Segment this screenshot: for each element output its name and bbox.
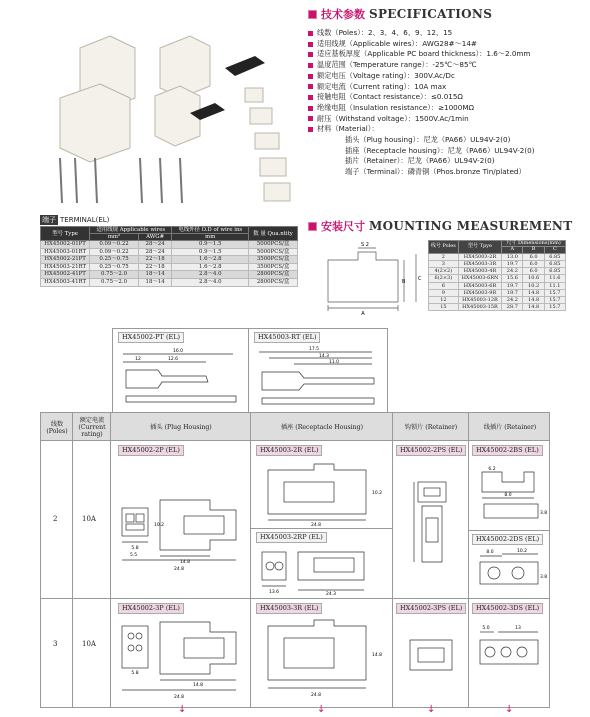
plug3-dim: 14.8: [192, 683, 204, 688]
bullet-square-icon: [308, 222, 317, 231]
mounting-row-cell: 19.7: [502, 282, 523, 289]
terminal-header-quantity: 数 量 Qua.ntity: [249, 227, 298, 241]
pt-dim: 12: [135, 357, 141, 362]
bullet-square-icon: [308, 10, 317, 19]
specifications-heading: [308, 6, 588, 22]
mounting-row-cell: 28.7: [502, 304, 523, 311]
terminal-header-type: 型号 Type: [41, 227, 90, 241]
grid-header-plug: 插头 (Plug Housing): [150, 424, 212, 431]
mounting-row-cell: HX45003-15R: [458, 304, 501, 311]
grid-header-receptacle: 插座 (Receptacle Housing): [280, 424, 364, 431]
terminal-row-cell: HX45003-21RT: [41, 263, 90, 271]
mounting-row-cell: 4(2×2): [429, 268, 459, 275]
mounting-row-cell: 24.2: [502, 268, 523, 275]
mounting-row-cell: 11.1: [544, 282, 565, 289]
rec2p-dim: 24.3: [325, 592, 337, 597]
specifications-list: [308, 28, 588, 178]
mounting-row: [429, 304, 566, 311]
arrow-down-icon: ↓: [505, 704, 514, 715]
plug2-dim: 10.2: [154, 523, 165, 528]
material-item: 端子（Terminal）：磷青铜（Phos.bronze Tin/plated）: [345, 167, 526, 177]
row-poles: 2: [53, 515, 58, 523]
mounting-row-cell: 15.7: [544, 289, 565, 296]
ret2b-dim: 3.8: [540, 511, 548, 516]
pt-dim: 16.0: [172, 349, 184, 354]
terminal-subheader-mm2: mm²: [90, 234, 139, 241]
rt-dim: 14.3: [318, 354, 330, 359]
terminal-table: [40, 226, 298, 287]
ret3d-drawing: [472, 620, 548, 704]
mounting-row-cell: 10.6: [523, 275, 544, 282]
ret2d-dim: 10.2: [516, 549, 528, 554]
mounting-table: [428, 240, 566, 311]
terminal-subheader-mm: mm: [172, 234, 249, 241]
arrow-down-icon: ↓: [317, 704, 326, 715]
ret2d-drawing: [472, 548, 548, 596]
spec-item: 额定电流（Current rating）：10A max: [308, 82, 588, 93]
row-current: 10A: [82, 515, 96, 523]
terminal-row-cell: 2.8～4.0: [172, 278, 249, 286]
material-item: 插片（Retainer）：尼龙（PA66）UL94V-2(0): [345, 156, 495, 166]
rt-dim: 17.5: [308, 347, 320, 352]
spec-item: 适用线规（Applicable wires）：AWG28#～14#: [308, 39, 588, 50]
terminal-row-cell: 18～14: [138, 278, 172, 286]
mounting-header-dimensions: 尺寸 Dimensions(mm): [502, 241, 566, 247]
product-photo: [40, 8, 310, 218]
plug2-dim: 24.8: [173, 567, 185, 572]
mounting-row-cell: 6.0: [523, 261, 544, 268]
mounting-row-cell: 9: [429, 289, 459, 296]
mounting-row: [429, 268, 566, 275]
mounting-row-cell: 15.6: [502, 275, 523, 282]
terminal-row-cell: 28～24: [138, 248, 172, 256]
terminal-row: [41, 248, 298, 256]
pt-dim: 12.6: [167, 357, 179, 362]
mounting-row: [429, 297, 566, 304]
spec-item: 温度范围（Temperature range）：-25℃～85℃: [308, 60, 588, 71]
rec2-dim: 10.2: [372, 491, 383, 496]
terminal-row-cell: HX45003-01RT: [41, 248, 90, 256]
ret2b-dim: 8.0: [504, 493, 512, 498]
terminal-row-cell: 5000PCS/盒: [249, 241, 298, 249]
part-label-plug2: HX45002-2P (EL): [118, 445, 184, 456]
arrow-down-icon: ↓: [178, 704, 187, 715]
mounting-row-cell: 15: [429, 304, 459, 311]
rec2-dim: 24.8: [310, 523, 322, 528]
rec3-dim: 24.8: [310, 693, 322, 698]
terminal-row: [41, 271, 298, 279]
ret2b-drawing: [472, 462, 548, 528]
mounting-row-cell: 6(2×3): [429, 275, 459, 282]
terminal-row-cell: 0.25～0.75: [90, 256, 139, 264]
mounting-row-cell: 15.7: [544, 304, 565, 311]
mounting-row-cell: 15.7: [544, 297, 565, 304]
mounting-header-type: 型号 Tpye: [458, 241, 501, 254]
mounting-row-cell: 6.85: [544, 261, 565, 268]
rec2-drawing: [254, 458, 390, 528]
terminal-row-cell: 1.6～2.8: [172, 263, 249, 271]
grid-header-poles: 线数 (Poles): [46, 420, 68, 435]
mounting-row-cell: HX45003-4R: [458, 268, 501, 275]
mounting-drawing: [318, 236, 426, 318]
part-label-ret2: HX45002-2PS (EL): [396, 445, 466, 456]
mounting-row: [429, 275, 566, 282]
arrow-down-icon: ↓: [427, 704, 436, 715]
mounting-row-cell: 3: [429, 261, 459, 268]
material-item: 插头（Plug housing）：尼龙（PA66）UL94V-2(0): [345, 135, 511, 145]
material-item: 插座（Receptacle housing）：尼龙（PA66）UL94V-2(0): [345, 145, 535, 155]
part-label-rec2: HX45003-2R (EL): [256, 445, 322, 456]
mounting-row-cell: HX45003-2R: [458, 253, 501, 260]
mounting-row-cell: 6.85: [544, 253, 565, 260]
ret2b-dim: 6.2: [488, 467, 496, 472]
mounting-row-cell: 24.2: [502, 297, 523, 304]
plug3-dim: 5.8: [131, 671, 139, 676]
terminal-row-cell: HX45002-41PT: [41, 271, 90, 279]
rec2p-dim: 13.6: [268, 590, 280, 595]
specifications-title-en: SPECIFICATIONS: [369, 7, 493, 21]
terminal-row: [41, 241, 298, 249]
rt-terminal-drawing: [254, 346, 384, 410]
terminal-subheader-awg: AWG#: [138, 234, 172, 241]
terminal-row: [41, 263, 298, 271]
terminal-row-cell: 18～14: [138, 271, 172, 279]
terminal-row-cell: 5000PCS/盒: [249, 248, 298, 256]
terminal-row-cell: 0.9～1.5: [172, 248, 249, 256]
mounting-header-poles: 线号 Poles: [429, 241, 459, 254]
terminal-row-cell: 3500PCS/盒: [249, 256, 298, 264]
mounting-row-cell: HX45003-6RN: [458, 275, 501, 282]
mounting-row: [429, 289, 566, 296]
specifications-title-cn: 技术参数: [321, 8, 365, 21]
part-label-plug3: HX45002-3P (EL): [118, 603, 184, 614]
mounting-label-s: S 2: [361, 242, 369, 248]
mounting-row-cell: 6.0: [523, 268, 544, 275]
mounting-row-cell: HX45003-9R: [458, 289, 501, 296]
terminal-row-cell: 1.6～2.8: [172, 256, 249, 264]
spec-item: 线数（Poles）：2、3、4、6、9、12、15: [308, 28, 588, 39]
terminal-row-cell: 0.09～0.22: [90, 241, 139, 249]
mounting-row-cell: HX45003-12R: [458, 297, 501, 304]
part-label-rec2p: HX45003-2RP (EL): [256, 532, 327, 543]
terminal-row-cell: 22～18: [138, 263, 172, 271]
grid-header-line-retainer: 线插片 (Retainer): [483, 424, 537, 431]
mounting-row-cell: HX45003-3R: [458, 261, 501, 268]
mounting-row-cell: 13.0: [502, 253, 523, 260]
mounting-row-cell: 10.2: [523, 282, 544, 289]
mounting-heading: [308, 218, 572, 234]
mounting-row: [429, 253, 566, 260]
ret2-drawing: [396, 462, 466, 594]
mounting-label-b: B: [402, 279, 406, 285]
terminal-row-cell: 28～24: [138, 241, 172, 249]
mounting-title-cn: 安装尺寸: [321, 220, 365, 233]
plug3-dim: 24.8: [173, 695, 185, 700]
part-label-ret2d: HX45002-2DS (EL): [472, 534, 543, 545]
mounting-subheader-a: A: [502, 247, 523, 253]
part-label-ret2b: HX45002-2BS (EL): [472, 445, 543, 456]
mounting-row-cell: 6: [429, 282, 459, 289]
mounting-row-cell: 19.7: [502, 261, 523, 268]
rec3-drawing: [254, 616, 390, 706]
mounting-row-cell: 2: [429, 253, 459, 260]
spec-item: 接触电阻（Contact resistance）：≤0.015Ω: [308, 92, 588, 103]
terminal-row-cell: 0.9～1.5: [172, 241, 249, 249]
mounting-table-body: [429, 253, 566, 311]
grid-header-current: 额定电流 (Current rating): [78, 417, 106, 438]
mounting-row-cell: 14.8: [523, 297, 544, 304]
ret3-drawing: [396, 620, 466, 704]
part-label-rec3: HX45003-3R (EL): [256, 603, 322, 614]
mounting-row-cell: 14.8: [523, 304, 544, 311]
terminal-row-cell: 2800PCS/盒: [249, 278, 298, 286]
terminal-row-cell: HX45002-01PT: [41, 241, 90, 249]
terminal-title-cn: 端子: [42, 216, 56, 224]
rec3-dim: 14.8: [372, 653, 383, 658]
mounting-label-a: A: [361, 311, 365, 317]
terminal-row-cell: HX45003-41RT: [41, 278, 90, 286]
terminal-row-cell: 0.75～2.0: [90, 278, 139, 286]
part-label-ret3d: HX45002-3DS (EL): [472, 603, 543, 614]
spec-item: 额定电压（Voltage rating）：300V.Ac/Dc: [308, 71, 588, 82]
terminal-row-cell: 0.25～0.75: [90, 263, 139, 271]
rec2p-drawing: [254, 544, 390, 596]
terminal-row-cell: 2800PCS/盒: [249, 271, 298, 279]
terminal-title-en: TERMINAL(EL): [60, 216, 110, 224]
mounting-row-cell: 6.0: [523, 253, 544, 260]
mounting-row-cell: 11.6: [544, 275, 565, 282]
pt-terminal-drawing: [118, 346, 244, 410]
terminal-row-cell: 3500PCS/盒: [249, 263, 298, 271]
spec-item: 绝缘电阻（Insulation resistance）：≥1000MΩ: [308, 103, 588, 114]
spec-item: 耐压（Withstand voltage）：1500V.Ac/1min: [308, 114, 588, 125]
mounting-subheader-b: B: [523, 247, 544, 253]
terminal-header-wires: 适用线规 Applicable wires: [90, 227, 172, 234]
mounting-row-cell: 14.8: [523, 289, 544, 296]
terminal-header-od: 电线外径 O.D of wire ins: [172, 227, 249, 234]
terminal-table-body: [41, 241, 298, 287]
plug3-drawing: [114, 616, 246, 706]
ret2d-dim: 8.0: [486, 550, 494, 555]
terminal-row-cell: 2.8～4.0: [172, 271, 249, 279]
mounting-title-en: MOUNTING MEASUREMENT: [369, 219, 573, 233]
rt-dim: 11.0: [328, 360, 340, 365]
row-poles: 3: [53, 640, 58, 648]
mounting-row-cell: 6.85: [544, 268, 565, 275]
grid-header-retainer: 钩锁片 (Retainer): [404, 424, 458, 431]
rt-label: HX45003-RT (EL): [254, 332, 320, 343]
mounting-label-c: C: [418, 276, 422, 282]
ret3d-dim: 13: [515, 626, 521, 631]
spec-item: 适应基板厚度（Applicable PC board thickness）：1.6～2.0mm: [308, 49, 588, 60]
plug2-drawing: [114, 460, 246, 594]
mounting-subheader-c: C: [544, 247, 565, 253]
spec-item: 材料（Material）：: [308, 124, 588, 135]
terminal-row-cell: 0.75～2.0: [90, 271, 139, 279]
terminal-row-cell: 22～18: [138, 256, 172, 264]
terminal-row: [41, 256, 298, 264]
part-label-ret3: HX45002-3PS (EL): [396, 603, 466, 614]
terminal-row-cell: 0.09～0.22: [90, 248, 139, 256]
plug2-dim: 5.5: [130, 553, 138, 558]
mounting-row-cell: HX45003-6R: [458, 282, 501, 289]
ret2d-dim: 3.8: [540, 575, 548, 580]
specifications-section: [308, 6, 588, 178]
terminal-heading: [40, 215, 109, 225]
mounting-row: [429, 282, 566, 289]
mounting-row-cell: 12: [429, 297, 459, 304]
terminal-row: [41, 278, 298, 286]
plug2-dim: 5.8: [131, 546, 139, 551]
pt-label: HX45002-PT (EL): [118, 332, 184, 343]
mounting-row-cell: 19.7: [502, 289, 523, 296]
row-current: 10A: [82, 640, 96, 648]
terminal-row-cell: HX45002-21PT: [41, 256, 90, 264]
plug2-dim: 14.8: [179, 560, 191, 565]
product-grid-header: [40, 412, 550, 441]
mounting-row: [429, 261, 566, 268]
ret3d-dim: 5.0: [482, 626, 490, 631]
